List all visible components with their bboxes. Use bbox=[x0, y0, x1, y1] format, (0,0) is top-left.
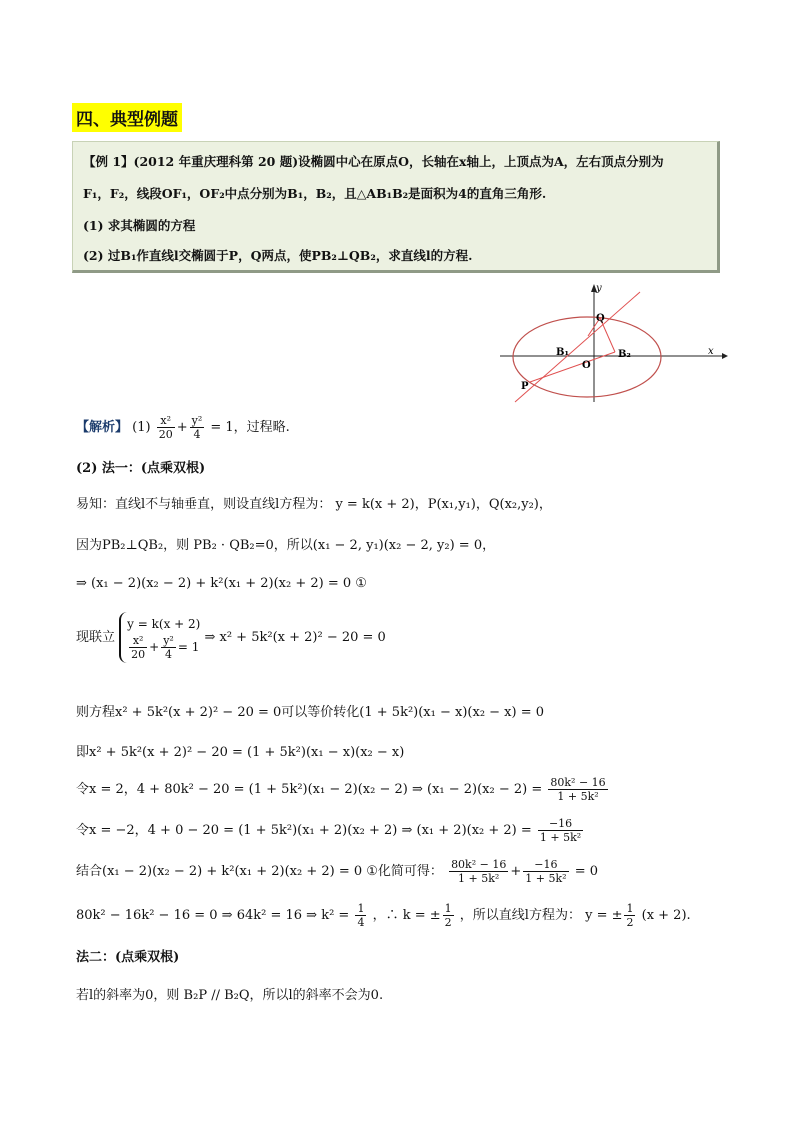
solution-line: 结合(x₁ − 2)(x₂ − 2) + k²(x₁ + 2)(x₂ + 2) = 0 ①化简可得： $\frac{\text{80k² − 16}}{\text{1 + 5k²}}$ + $\frac{-16}{\text{1 + 5k²}}$ = 0 bbox=[76, 858, 598, 885]
solution-part-1: 【解析】 (1) $\frac{\text{x²}}{20}$ + $\frac{\text{y²}}{4}$ = 1，过程略. bbox=[76, 414, 290, 441]
solution-head: 【解析】 bbox=[76, 420, 129, 435]
ellipse-figure bbox=[500, 282, 730, 407]
solution-line: 则方程x² + 5k²(x + 2)² − 20 = 0可以等价转化(1 + 5k²)(x₁ − x)(x₂ − x) = 0 bbox=[76, 705, 545, 720]
part-1-label: (1) bbox=[132, 420, 151, 435]
b1-label: B₁ bbox=[556, 347, 569, 358]
y-label: y bbox=[596, 283, 602, 294]
solution-line: 因为PB₂⊥QB₂，则 PB₂ · QB₂=0，所以(x₁ − 2, y₁)(x₂ − 2, y₂) = 0， bbox=[76, 538, 496, 553]
solution-line: 易知：直线l不与轴垂直，则设直线l方程为： y = k(x + 2)，P(x₁,y₁)，Q(x₂,y₂)， bbox=[76, 497, 552, 512]
solution-line: 令x = −2，4 + 0 − 20 = (1 + 5k²)(x₁ + 2)(x₂ + 2) ⇒ (x₁ + 2)(x₂ + 2) = $\frac{-16}{\text{1 + 5k²}}$ bbox=[76, 817, 582, 844]
solution-line: 若l的斜率为0，则 B₂P // B₂Q，所以l的斜率不会为0. bbox=[76, 988, 384, 1003]
method-2-title: 法二：(点乘双根) bbox=[76, 950, 180, 965]
solution-line: 令x = 2，4 + 80k² − 20 = (1 + 5k²)(x₁ − 2)(x₂ − 2) ⇒ (x₁ − 2)(x₂ − 2) = $\frac{\text{80k² − 16}}{\text{1 + 5k²}}$ bbox=[76, 776, 606, 803]
solution-line: 80k² − 16k² − 16 = 0 ⇒ 64k² = 16 ⇒ k² = $\frac{1}{4}$ ，∴ k = ± $\frac{1}{2}$ ，所以直线l方程为： y = ± $\frac{1}{2}$ (x + 2). bbox=[76, 902, 691, 929]
p-label: P bbox=[521, 381, 529, 392]
equation-system: y = k(x + 2) $\frac{\text{x²}}{20}$ + $\frac{\text{y²}}{4}$ = 1 bbox=[119, 612, 200, 663]
system-line: 现联立 y = k(x + 2) $\frac{\text{x²}}{20}$ + $\frac{\text{y²}}{4}$ = 1 ⇒ x² + 5k²(x + 2)² − 20 = 0 bbox=[76, 612, 386, 663]
problem-line-1: 【例 1】(2012 年重庆理科第 20 题)设椭圆中心在原点O，长轴在x轴上，上顶点为A，左右顶点分别为 bbox=[83, 154, 664, 169]
section-title: 四、典型例题 bbox=[72, 103, 182, 132]
ellipse bbox=[513, 317, 661, 397]
x-axis-arrow bbox=[722, 353, 728, 359]
b2-label: B₂ bbox=[618, 349, 631, 360]
line-l bbox=[515, 292, 640, 402]
o-label: O bbox=[582, 360, 591, 371]
problem-line-2: F₁，F₂，线段OF₁，OF₂中点分别为B₁，B₂，且△AB₁B₂是面积为4的直角三角形. bbox=[83, 186, 547, 201]
fraction: $\frac{\text{x²}}{20}$ bbox=[158, 414, 173, 441]
q-label: Q bbox=[596, 313, 605, 324]
problem-box bbox=[72, 141, 720, 273]
problem-question-2: (2) 过B₁作直线l交椭圆于P，Q两点，使PB₂⊥QB₂，求直线l的方程. bbox=[83, 248, 473, 263]
solution-line: ⇒ (x₁ − 2)(x₂ − 2) + k²(x₁ + 2)(x₂ + 2) = 0 ① bbox=[76, 576, 367, 591]
method-1-title: (2) 法一：(点乘双根) bbox=[76, 461, 206, 476]
solution-line: 即x² + 5k²(x + 2)² − 20 = (1 + 5k²)(x₁ − x)(x₂ − x) bbox=[76, 745, 405, 760]
fraction: $\frac{\text{y²}}{4}$ bbox=[191, 414, 203, 441]
problem-question-1: (1) 求其椭圆的方程 bbox=[83, 218, 196, 233]
x-label: x bbox=[708, 346, 714, 357]
